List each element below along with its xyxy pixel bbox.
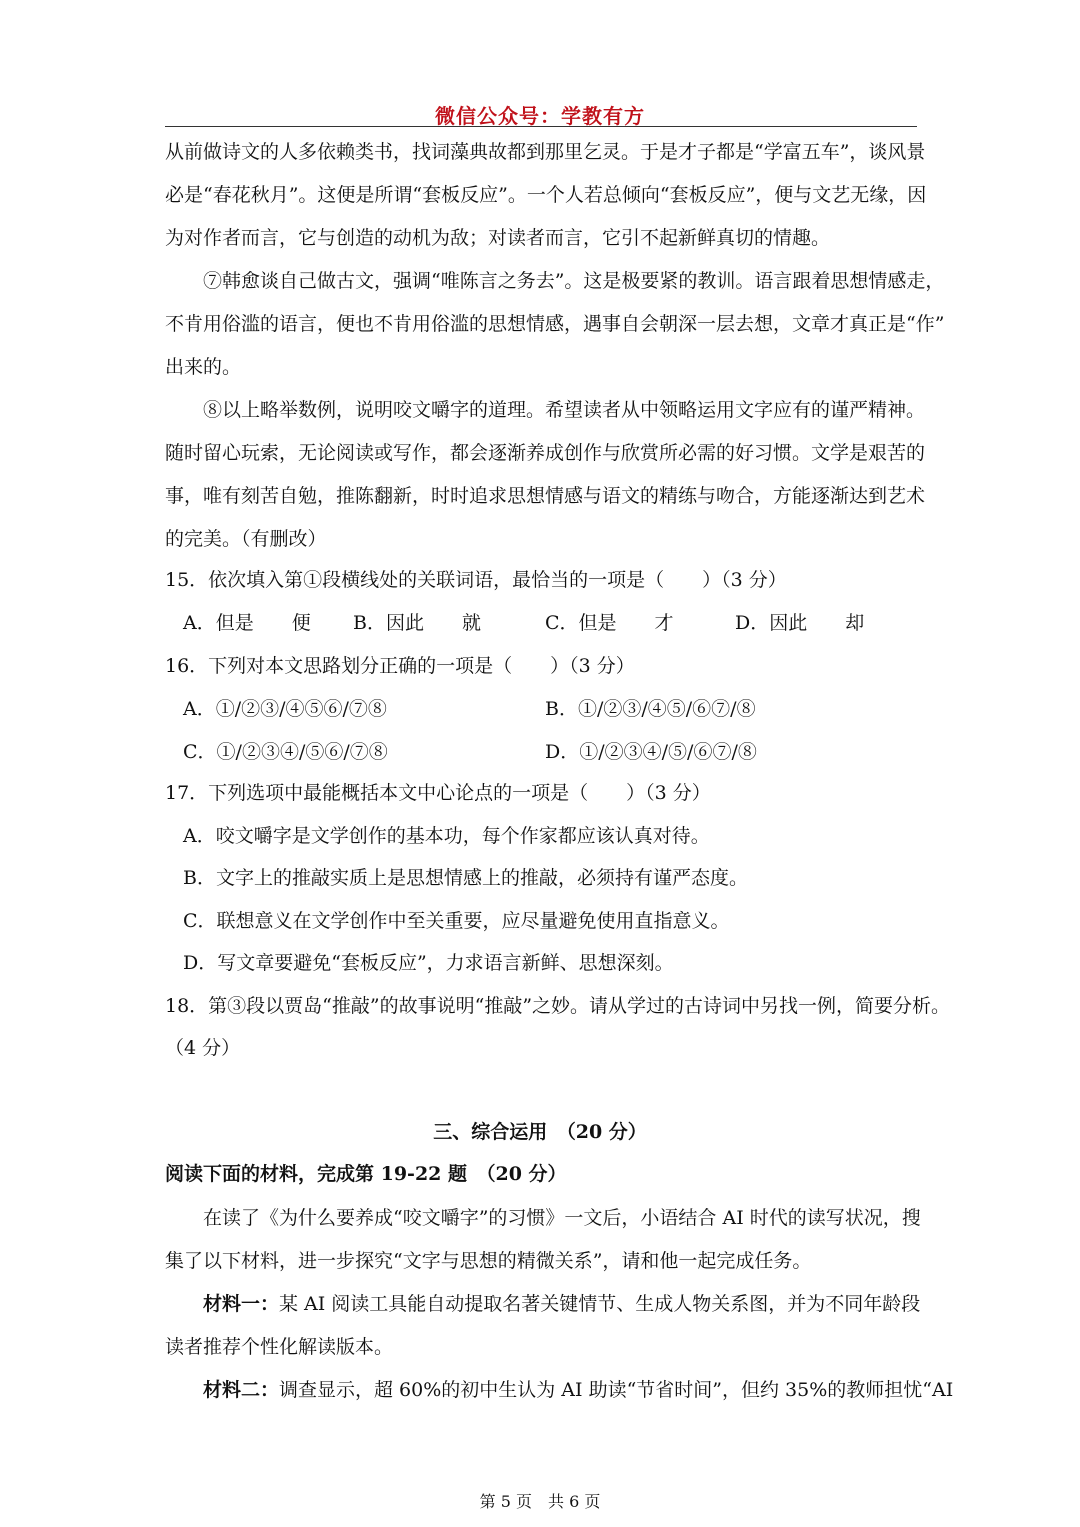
question-16-option-c: C．①/②③④/⑤⑥/⑦⑧ <box>183 741 388 763</box>
section-3-intro-line2: 集了以下材料，进一步探究“文字与思想的精微关系”，请和他一起完成任务。 <box>165 1250 812 1272</box>
section-3-intro-line1: 在读了《为什么要养成“咬文嚼字”的习惯》一文后，小语结合 AI 时代的读写状况，搜 <box>203 1207 921 1229</box>
question-15-stem: 15．依次填入第①段横线处的关联词语，最恰当的一项是（ ）（3 分） <box>165 569 787 591</box>
question-16-option-d: D．①/②③④/⑤/⑥⑦/⑧ <box>545 741 757 763</box>
section-3-instruction: 阅读下面的材料，完成第 19-22 题 （20 分） <box>165 1163 567 1185</box>
question-15-option-d: D．因此 却 <box>735 612 865 634</box>
question-15-option-b: B．因此 就 <box>353 612 481 634</box>
material-1-line2: 读者推荐个性化解读版本。 <box>165 1336 394 1358</box>
passage-p8-line3: 事，唯有刻苦自勉，推陈翻新，时时追求思想情感与语文的精练与吻合，方能逐渐达到艺术 <box>165 485 926 507</box>
material-2-label: 材料二： <box>203 1379 280 1401</box>
question-16-option-a: A．①/②③/④⑤⑥/⑦⑧ <box>183 698 387 720</box>
question-18-line2: （4 分） <box>165 1037 241 1059</box>
section-3-title: 三、综合运用 （20 分） <box>433 1121 647 1143</box>
question-15-option-c: C．但是 才 <box>545 612 674 634</box>
header-title: 微信公众号：学教有方 <box>435 104 645 128</box>
header-rule <box>165 126 917 127</box>
material-1-line1: 某 AI 阅读工具能自动提取名著关键情节、生成人物关系图，并为不同年龄段 <box>279 1293 921 1315</box>
passage-p6-line2: 必是“春花秋月”。这便是所谓“套板反应”。一个人若总倾向“套板反应”，便与文艺无缘，因 <box>165 184 927 206</box>
question-17-stem: 17．下列选项中最能概括本文中心论点的一项是（ ）（3 分） <box>165 782 711 804</box>
material-1-label: 材料一： <box>203 1293 280 1315</box>
question-15-option-a: A．但是 便 <box>183 612 311 634</box>
passage-p8-line1: ⑧以上略举数例，说明咬文嚼字的道理。希望读者从中领略运用文字应有的谨严精神。 <box>203 399 926 421</box>
passage-p8-line4: 的完美。（有删改） <box>165 528 327 550</box>
page-footer: 第 5 页 共 6 页 <box>479 1492 601 1511</box>
question-16-option-b: B．①/②③/④⑤/⑥⑦/⑧ <box>545 698 756 720</box>
question-16-stem: 16．下列对本文思路划分正确的一项是（ ）（3 分） <box>165 655 635 677</box>
passage-p7-line2: 不肯用俗滥的语言，便也不肯用俗滥的思想情感，遇事自会朝深一层去想，文章才真正是“作” <box>165 313 945 335</box>
question-18-line1: 18．第③段以贾岛“推敲”的故事说明“推敲”之妙。请从学过的古诗词中另找一例，简要分析。 <box>165 995 951 1017</box>
question-17-option-c: C．联想意义在文学创作中至关重要，应尽量避免使用直指意义。 <box>183 910 730 932</box>
passage-p6-line1: 从前做诗文的人多依赖类书，找词藻典故都到那里乞灵。于是才子都是“学富五车”，谈风景 <box>165 141 926 163</box>
passage-p7-line3: 出来的。 <box>165 356 242 378</box>
passage-p6-line3: 为对作者而言，它与创造的动机为敌；对读者而言，它引不起新鲜真切的情趣。 <box>165 227 831 249</box>
passage-p8-line2: 随时留心玩索，无论阅读或写作，都会逐渐养成创作与欣赏所必需的好习惯。文学是艰苦的 <box>165 442 926 464</box>
question-17-option-a: A．咬文嚼字是文学创作的基本功，每个作家都应该认真对待。 <box>183 825 710 847</box>
question-17-option-b: B．文字上的推敲实质上是思想情感上的推敲，必须持有谨严态度。 <box>183 867 748 889</box>
passage-p7-line1: ⑦韩愈谈自己做古文，强调“唯陈言之务去”。这是极要紧的教训。语言跟着思想情感走， <box>203 270 945 292</box>
question-17-option-d: D．写文章要避免“套板反应”，力求语言新鲜、思想深刻。 <box>183 952 674 974</box>
material-2-line1: 调查显示，超 60%的初中生认为 AI 助读“节省时间”，但约 35%的教师担忧“AI <box>279 1379 954 1401</box>
